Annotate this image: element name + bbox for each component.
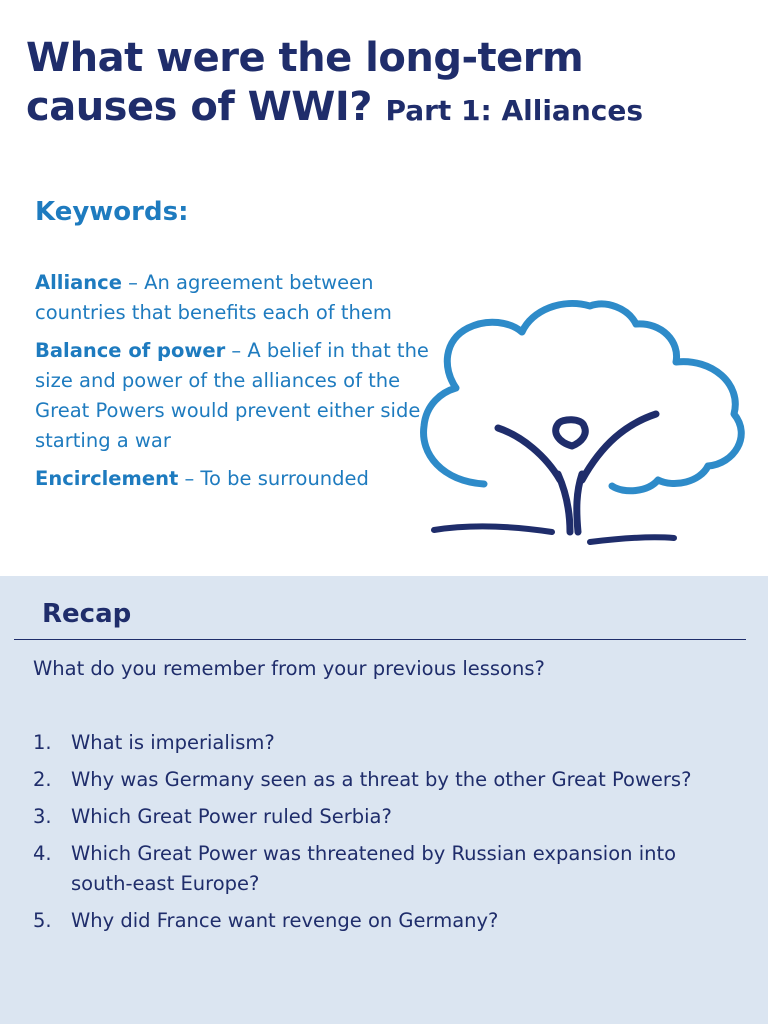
recap-panel [0,576,768,1024]
recap-question [33,802,733,832]
figure-right-arm [582,414,656,480]
recap-question [33,839,733,899]
title-main: What were the long-term causes of WWI? [26,35,584,130]
page-title [26,34,746,135]
question-text: Which Great Power ruled Serbia? [71,805,392,828]
keyword-item-encirclement [35,464,445,494]
keyword-item-balance-of-power [35,336,445,456]
recap-heading: Recap [42,599,132,629]
recap-question-list [33,728,733,943]
recap-question [33,765,733,795]
ground-line-left [434,526,552,532]
keyword-list [35,268,445,502]
question-text: Why was Germany seen as a threat by the other Great Powers? [71,768,692,791]
recap-intro: What do you remember from your previous lessons? [33,657,545,680]
figure-head [556,420,586,446]
question-number: 4. [33,842,52,865]
keywords-heading: Keywords: [35,197,189,227]
question-number: 1. [33,731,52,754]
keyword-item-alliance [35,268,445,328]
tree-canopy-outline [424,304,742,491]
figure-trunk [558,474,582,532]
question-text: What is imperialism? [71,731,275,754]
recap-question [33,906,733,936]
question-number: 5. [33,909,52,932]
question-number: 2. [33,768,52,791]
question-text: Why did France want revenge on Germany? [71,909,499,932]
recap-question [33,728,733,758]
keyword-definition: – To be surrounded [178,467,369,490]
figure-left-arm [498,428,560,480]
title-sub: Part 1: Alliances [385,94,644,127]
keyword-definition: – An agreement between countries that benefits each of them [35,271,392,324]
keyword-definition: – A belief in that the size and power of the alliances of the Great Powers would prevent either side starting a war [35,339,429,452]
question-number: 3. [33,805,52,828]
keyword-term: Alliance [35,271,122,294]
recap-divider [14,639,746,640]
keyword-term: Encirclement [35,467,179,490]
question-text: Which Great Power was threatened by Russian expansion into south-east Europe? [71,842,677,895]
tree-person-icon [412,296,752,552]
ground-line-right [590,537,674,542]
keyword-term: Balance of power [35,339,226,362]
